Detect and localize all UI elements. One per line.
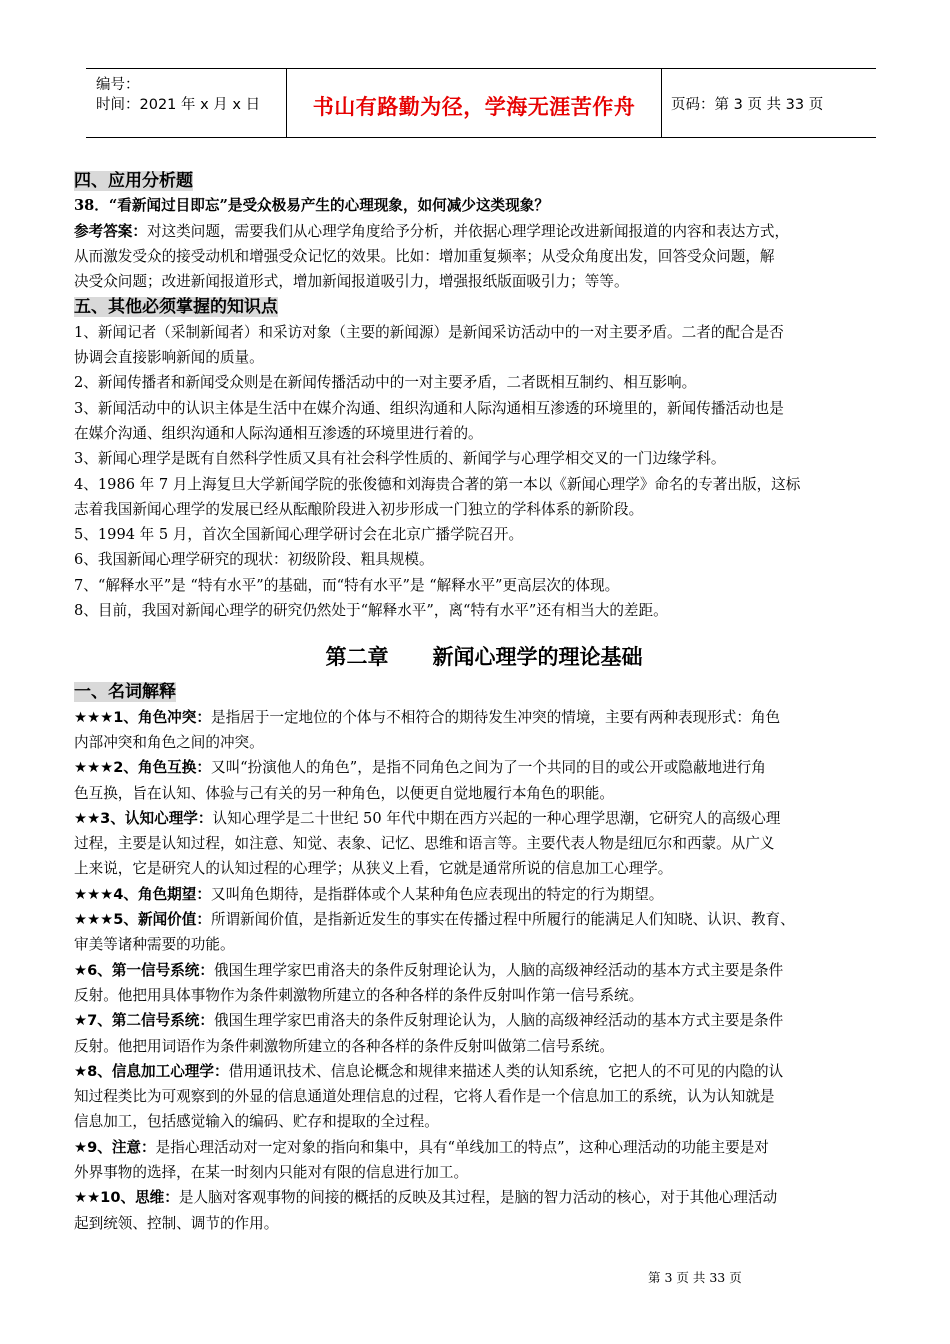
chapter-name: 新闻心理学的理论基础 — [432, 645, 643, 670]
knowledge-line: 8、目前，我国对新闻心理学的研究仍然处于“解释水平”，离“特有水平”还有相当大的差距。 — [74, 602, 668, 620]
term-text: 又叫角色期待，是指群体或个人某种角色应表现出的特定的行为期望。 — [210, 885, 664, 903]
page-header — [86, 68, 876, 138]
term-label: ★★3、认知心理学： — [74, 809, 213, 827]
knowledge-line: 6、我国新闻心理学研究的现状：初级阶段、粗具规模。 — [74, 551, 434, 569]
term-label: ★★★4、角色期望： — [74, 885, 211, 903]
time-label: 时间：2021 年 x 月 x 日 — [96, 97, 261, 113]
chapter2-section1-heading: 一、名词解释 — [74, 682, 176, 703]
term-line — [74, 958, 894, 983]
term-line: 色互换，旨在认知、体验与己有关的另一种角色，以便更自觉地履行本角色的职能。 — [74, 784, 614, 802]
knowledge-line: 7、“解释水平”是 “特有水平”的基础，而“特有水平”是 “解释水平”更高层次的体现。 — [74, 576, 620, 594]
term-label: ★6、第一信号系统： — [74, 961, 214, 979]
term-line — [74, 806, 894, 831]
term-line — [74, 1008, 894, 1033]
term-line: 反射。他把用词语作为条件刺激物所建立的各种各样的条件反射叫做第二信号系统。 — [74, 1037, 614, 1055]
knowledge-line: 在媒介沟通、组织沟通和人际沟通相互渗透的环境里进行着的。 — [74, 424, 483, 442]
header-page-cell — [661, 69, 876, 137]
term-label: ★8、信息加工心理学： — [74, 1062, 229, 1080]
knowledge-line: 3、新闻心理学是既有自然科学性质又具有社会科学性质的、新闻学与心理学相交叉的一门边缘学科。 — [74, 450, 726, 468]
term-text: 认知心理学是二十世纪 50 年代中期在西方兴起的一种心理学思潮，它研究人的高级心理 — [212, 809, 781, 827]
term-text: 又叫“扮演他人的角色”，是指不同角色之间为了一个共同的目的或公开或隐蔽地进行角 — [210, 759, 766, 777]
term-label: ★★★1、角色冲突： — [74, 708, 211, 726]
answer-text: 对这类问题，需要我们从心理学角度给予分析，并依据心理学理论改进新闻报道的内容和表达方式， — [146, 222, 790, 240]
term-text: 是人脑对客观事物的间接的概括的反映及其过程，是脑的智力活动的核心，对于其他心理活动 — [178, 1189, 778, 1207]
knowledge-line: 3、新闻活动中的认识主体是生活中在媒介沟通、组织沟通和人际沟通相互渗透的环境里的，新闻传播活动也是 — [74, 399, 784, 417]
section5-heading: 五、其他必须掌握的知识点 — [74, 297, 278, 318]
chapter-number: 第二章 — [325, 645, 389, 670]
header-motto-cell — [286, 69, 662, 137]
answer-line-2: 从而激发受众的接受动机和增强受众记忆的效果。比如：增加重复频率；从受众角度出发，回答受众问题，解 — [74, 247, 775, 265]
section4-heading: 四、应用分析题 — [74, 171, 193, 191]
term-label: ★★★2、角色互换： — [74, 759, 211, 777]
term-line: 审美等诸种需要的功能。 — [74, 936, 235, 954]
page-footer: 第 3 页 共 33 页 — [648, 1270, 742, 1285]
term-line: 外界事物的选择，在某一时刻内只能对有限的信息进行加工。 — [74, 1163, 469, 1181]
knowledge-line: 2、新闻传播者和新闻受众则是在新闻传播活动中的一对主要矛盾，二者既相互制约、相互影响。 — [74, 374, 697, 392]
chapter2-section1-heading-row — [74, 679, 894, 704]
question-38: 38．“看新闻过目即忘”是受众极易产生的心理现象，如何减少这类现象？ — [74, 197, 549, 215]
term-text: 是指居于一定地位的个体与不相符合的期待发生冲突的情境，主要有两种表现形式：角色 — [210, 708, 781, 726]
term-line — [74, 755, 894, 780]
header-left-cell — [86, 69, 286, 137]
answer-label: 参考答案： — [74, 222, 147, 240]
term-line — [74, 1059, 894, 1084]
knowledge-line: 协调会直接影响新闻的质量。 — [74, 349, 264, 367]
term-line: 反射。他把用具体事物作为条件刺激物所建立的各种各样的条件反射叫作第一信号系统。 — [74, 986, 644, 1004]
term-label: ★★★5、新闻价值： — [74, 911, 211, 929]
term-line — [74, 882, 894, 907]
knowledge-line: 1、新闻记者（采制新闻者）和采访对象（主要的新闻源）是新闻采访活动中的一对主要矛盾。二者的配合是否 — [74, 323, 784, 341]
term-line — [74, 705, 894, 730]
knowledge-line: 4、1986 年 7 月上海复旦大学新闻学院的张俊德和刘海贵合著的第一本以《新闻心理学》命名的专著出版，这标 — [74, 475, 801, 493]
term-line — [74, 1185, 894, 1210]
term-line: 内部冲突和角色之间的冲突。 — [74, 733, 264, 751]
term-label: ★★10、思维： — [74, 1189, 179, 1207]
header-motto: 书山有路勤为径，学海无涯苦作舟 — [312, 95, 636, 119]
section5-list — [74, 320, 894, 624]
term-text: 借用通讯技术、信息论概念和规律来描述人类的认知系统，它把人的不可见的内隐的认 — [228, 1062, 784, 1080]
term-definitions — [74, 705, 894, 1236]
term-line: 信息加工，包括感觉输入的编码、贮存和提取的全过程。 — [74, 1113, 439, 1131]
term-text: 所谓新闻价值，是指新近发生的事实在传播过程中所履行的能满足人们知晓、认识、教育、 — [210, 911, 795, 929]
knowledge-line: 5、1994 年 5 月，首次全国新闻心理学研讨会在北京广播学院召开。 — [74, 526, 524, 544]
number-label: 编号： — [96, 77, 140, 93]
term-line — [74, 1135, 894, 1160]
chapter-title — [74, 635, 894, 679]
term-text: 俄国生理学家巴甫洛夫的条件反射理论认为，人脑的高级神经活动的基本方式主要是条件 — [214, 1012, 784, 1030]
term-line: 知过程类比为可观察到的外显的信息通道处理信息的过程，它将人看作是一个信息加工的系统，认为认知就是 — [74, 1088, 775, 1106]
document-body — [74, 168, 894, 1236]
section5-heading-row — [74, 294, 894, 319]
answer-line-3: 决受众问题；改进新闻报道形式，增加新闻报道吸引力，增强报纸版面吸引力；等等。 — [74, 273, 629, 291]
knowledge-line: 志着我国新闻心理学的发展已经从酝酿阶段进入初步形成一门独立的学科体系的新阶段。 — [74, 500, 644, 518]
term-label: ★7、第二信号系统： — [74, 1012, 214, 1030]
term-line: 起到统领、控制、调节的作用。 — [74, 1214, 279, 1232]
term-text: 俄国生理学家巴甫洛夫的条件反射理论认为，人脑的高级神经活动的基本方式主要是条件 — [214, 961, 784, 979]
term-line — [74, 907, 894, 932]
section4-heading-row — [74, 168, 894, 193]
answer-line-1 — [74, 219, 894, 244]
term-text: 是指心理活动对一定对象的指向和集中，具有“单线加工的特点”，这种心理活动的功能主要是对 — [155, 1138, 769, 1156]
header-page-label: 页码：第 3 页 共 33 页 — [671, 97, 824, 113]
term-line: 过程，主要是认知过程，如注意、知觉、表象、记忆、思维和语言等。主要代表人物是纽厄尔和西蒙。从广义 — [74, 835, 775, 853]
term-label: ★9、注意： — [74, 1138, 156, 1156]
term-line: 上来说，它是研究人的认知过程的心理学；从狭义上看，它就是通常所说的信息加工心理学。 — [74, 860, 673, 878]
